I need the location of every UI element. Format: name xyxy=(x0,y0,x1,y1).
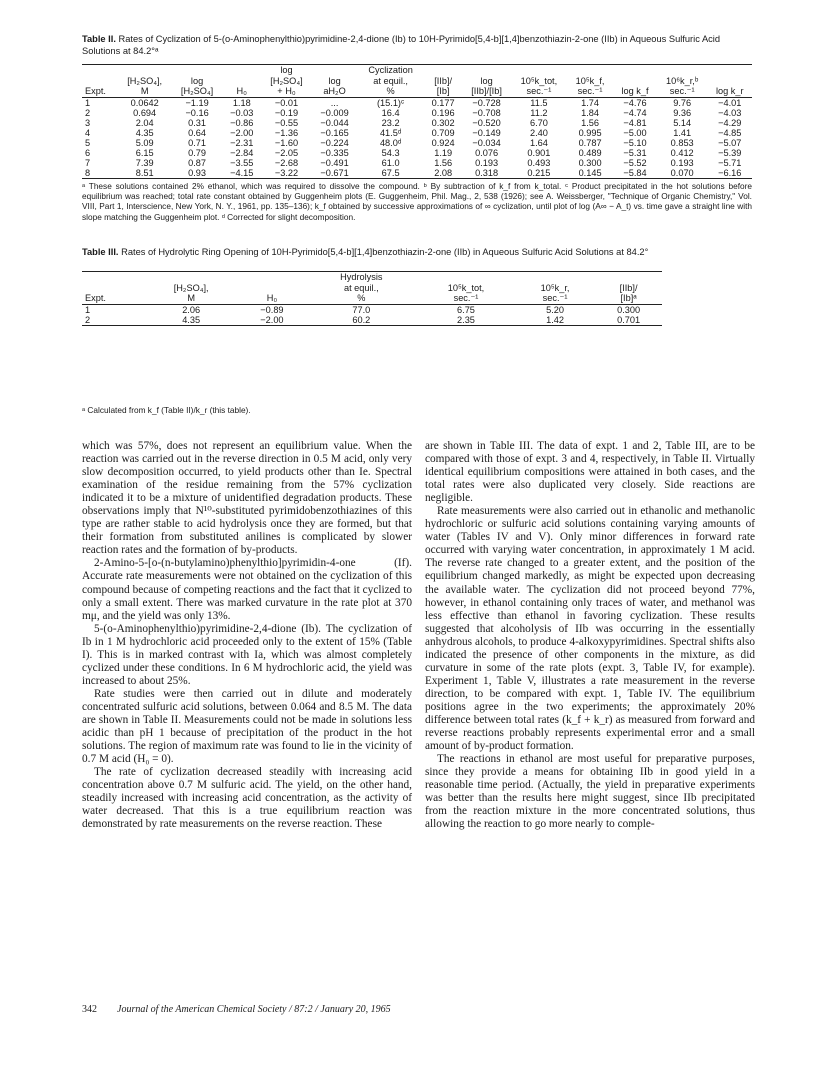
table-cell: 0.701 xyxy=(617,314,641,325)
table-cell: −2.68 xyxy=(274,158,299,169)
header-line: 10⁶k_r,ᵇ xyxy=(666,75,699,86)
table-row xyxy=(82,118,752,128)
table-cell: 48.0ᵈ xyxy=(379,137,402,148)
table2-header xyxy=(82,65,752,98)
header-line: at equil., xyxy=(343,282,379,293)
table-row xyxy=(82,304,662,315)
table-cell: 1.19 xyxy=(434,147,453,158)
table-cell: 5.20 xyxy=(546,304,564,315)
table-cell: 54.3 xyxy=(381,147,400,158)
table-cell: −3.22 xyxy=(274,168,299,179)
table-cell: 0.215 xyxy=(527,168,551,179)
header-line: 10⁵k_tot, xyxy=(520,75,558,86)
journal-citation: Journal of the American Chemical Society / 87:2 / January 20, 1965 xyxy=(117,1004,391,1015)
table-cell: 0.709 xyxy=(431,127,455,138)
header-line: [IIb]/[Ib] xyxy=(471,86,502,96)
table-cell: 0.901 xyxy=(527,147,551,158)
table-cell: −0.19 xyxy=(274,107,299,118)
header-line: log xyxy=(328,75,341,86)
table-cell: ... xyxy=(330,97,339,108)
table-cell: 5.14 xyxy=(673,117,692,128)
table-cell: 4.35 xyxy=(135,127,154,138)
table-cell: 2.40 xyxy=(529,127,548,138)
table2-column-header xyxy=(222,65,261,98)
header-line: [Ib] xyxy=(436,86,450,96)
table-cell: 7.39 xyxy=(135,158,154,169)
table-cell: 8.51 xyxy=(135,168,154,179)
header-line: 10⁵k_r, xyxy=(540,282,570,293)
table-cell: −4.01 xyxy=(718,97,742,108)
table-cell: −5.07 xyxy=(718,137,742,148)
table-cell: −6.16 xyxy=(718,168,742,179)
table-cell: 5.09 xyxy=(135,137,154,148)
table-cell: −0.03 xyxy=(230,107,254,118)
table-cell: 7 xyxy=(85,158,91,169)
table-cell: 9.36 xyxy=(673,107,692,118)
table-cell: 60.2 xyxy=(352,314,371,325)
table-cell: 1.56 xyxy=(434,158,453,169)
table-cell: 4 xyxy=(85,127,91,138)
header-line: 10⁵k_f, xyxy=(575,75,605,86)
header-line: log k_f xyxy=(621,86,649,96)
header-line: sec.⁻¹ xyxy=(542,293,568,303)
table-cell: 2 xyxy=(85,107,91,118)
table-cell: 1.64 xyxy=(529,137,548,148)
header-line: [H₂SO₄] xyxy=(180,86,214,96)
table-cell: 0.694 xyxy=(133,107,157,118)
table2-column-header xyxy=(357,65,424,98)
table-cell: 0.300 xyxy=(578,158,602,169)
table-row xyxy=(82,128,752,138)
header-line: H₀ xyxy=(266,293,278,303)
table-cell: 0.995 xyxy=(578,127,602,138)
header-line: [IIb]/ xyxy=(434,75,453,86)
header-line: H₀ xyxy=(236,86,247,96)
table-cell: 41.5ᵈ xyxy=(379,127,402,138)
table-cell: 9.76 xyxy=(673,97,692,108)
table3-header-row xyxy=(82,272,662,305)
table-row xyxy=(82,158,752,168)
header-line: sec.⁻¹ xyxy=(577,86,603,96)
table-cell: −0.01 xyxy=(274,97,299,108)
paragraph: 2-Amino-5-[o-(n-butylamino)phenylthio]pyrimidin-4-one (If). Accurate rate measurements were not obtained on the cyclization of this compound because of competing reactions and the fact that it cyclized to only a small extent. There was marked curvature in the rate plot at 370 mμ, and the yield was only 13%. xyxy=(82,557,412,622)
table-cell: −5.52 xyxy=(623,158,647,169)
table-cell: 0.924 xyxy=(431,137,455,148)
table-cell: 23.2 xyxy=(381,117,400,128)
table-cell: −0.335 xyxy=(320,147,349,158)
table-cell: −0.671 xyxy=(320,168,349,179)
table-cell: 0.64 xyxy=(188,127,206,138)
table2-column-header xyxy=(261,65,312,98)
table-cell: −4.85 xyxy=(718,127,742,138)
table-cell: −0.224 xyxy=(320,137,349,148)
header-line: Expt. xyxy=(85,86,106,96)
paragraph: Rate studies were then carried out in dilute and moderately concentrated sulfuric acid solutions, between 0.064 and 8.5 M. The data are shown in Table II. Measurements could not be made in solutions less acidic than pH 1 because of precipitation of the product in the hot solutions. The region of maximum rate was found to lie in the vicinity of 0.7 M acid (H₀ = 0). xyxy=(82,687,412,766)
header-line: + H₀ xyxy=(277,86,296,96)
table2 xyxy=(82,64,752,179)
paragraph: The reactions in ethanol are most useful for preparative purposes, since they provide a means for obtaining IIb in good yield in a reasonable time period. (Actually, the yield in preparative experiments was better than the results here might suggest, since IIb precipitated from the reaction mixture in the more concentrated solutions, thus allowing the reaction to go more nearly to comple- xyxy=(425,753,755,831)
table-cell: −5.00 xyxy=(623,127,647,138)
table2-column-header xyxy=(312,65,357,98)
page-number: 342 xyxy=(82,1004,97,1015)
table-cell: −4.15 xyxy=(230,168,254,179)
header-line: Cyclization xyxy=(368,65,413,75)
table-cell: 11.5 xyxy=(530,97,548,108)
table-cell: −0.491 xyxy=(320,158,349,169)
table-cell: −0.009 xyxy=(320,107,349,118)
table-cell: −4.76 xyxy=(623,97,647,108)
header-line: % xyxy=(386,86,395,96)
left-column xyxy=(82,440,412,831)
table2-column-header xyxy=(511,65,567,98)
table-cell: 2 xyxy=(85,314,91,325)
table-row xyxy=(82,168,752,179)
header-line: Expt. xyxy=(85,293,106,303)
header-line: [H₂SO₄], xyxy=(173,282,209,293)
table-cell: 0.177 xyxy=(431,97,455,108)
header-line: sec.⁻¹ xyxy=(526,86,552,96)
table-cell: 8 xyxy=(85,168,91,179)
table3-caption xyxy=(82,247,748,259)
table-cell: −2.31 xyxy=(230,137,254,148)
table2-column-header xyxy=(172,65,223,98)
table-cell: −0.55 xyxy=(274,117,299,128)
table-cell: 61.0 xyxy=(381,158,400,169)
table-cell: 1.18 xyxy=(232,97,251,108)
table-cell: 2.08 xyxy=(434,168,453,179)
table3-column-header xyxy=(515,272,595,305)
table-cell: 5 xyxy=(85,137,91,148)
header-line: [IIb]/ xyxy=(619,282,638,293)
table-cell: −1.60 xyxy=(274,137,299,148)
table-row xyxy=(82,315,662,326)
table2-column-header xyxy=(82,65,118,98)
table-cell: 0.31 xyxy=(188,117,206,128)
table-cell: 2.06 xyxy=(182,304,201,315)
table-cell: 11.2 xyxy=(530,107,548,118)
table3-column-header xyxy=(82,272,144,305)
table-cell: −0.149 xyxy=(472,127,501,138)
table-cell: −2.00 xyxy=(230,127,254,138)
header-line: Hydrolysis xyxy=(340,272,383,282)
table-cell: −2.05 xyxy=(274,147,299,158)
paragraph: 5-(o-Aminophenylthio)pyrimidine-2,4-dione (Ib). The cyclization of Ib in 1 M hydrochloric acid proceeded only to the extent of 15% (Table I). This is in marked contrast with Ia, which was almost completely cyclized under these conditions. In 6 M hydrochloric acid, the yield was increased to about 25%. xyxy=(82,622,412,687)
table-cell: 0.489 xyxy=(578,147,602,158)
table-cell: −2.00 xyxy=(260,314,284,325)
table-cell: 6 xyxy=(85,147,91,158)
paragraph: are shown in Table III. The data of expt. 1 and 2, Table III, are to be compared with those of expt. 3 and 4, respectively, in Table II. Virtually identical equilibrium compositions were attained in both cases, and the total rates were also duplicated very closely. Side reactions are negligible. xyxy=(425,440,755,505)
table-cell: −5.31 xyxy=(623,147,647,158)
table2-column-header xyxy=(462,65,510,98)
table-cell: 1.74 xyxy=(581,97,599,108)
header-line: [Ib]ᵃ xyxy=(620,293,637,303)
paragraph: which was 57%, does not represent an equilibrium value. When the reaction was carried out in the reverse direction in 0.5 M acid, only very slow decomposition occurred, to yield products other than Ie. Spectral examination of the residue remaining from the 57% cyclization indicated it to be a mixture of unidentified degradation products. These observations imply that N¹⁰-substituted pyrimidobenzothiazines of this type are rather stable to acid hydrolysis once they are formed, but that their formation from substituted anilines is complicated by slower reaction rates and the formation of by-products. xyxy=(82,440,412,557)
table-cell: −3.55 xyxy=(230,158,254,169)
table-row xyxy=(82,97,752,108)
table-cell: 1.42 xyxy=(546,314,564,325)
header-line: [H₂SO₄], xyxy=(127,75,163,86)
table-cell: 0.787 xyxy=(578,137,602,148)
table-cell: 0.300 xyxy=(617,304,641,315)
table-cell: −0.034 xyxy=(472,137,501,148)
table-cell: −5.84 xyxy=(623,168,647,179)
table-cell: 0.412 xyxy=(670,147,694,158)
table-cell: 1.41 xyxy=(673,127,692,138)
table3-column-header xyxy=(144,272,238,305)
table-cell: −0.89 xyxy=(260,304,284,315)
header-line: log xyxy=(480,75,493,86)
table-cell: −0.044 xyxy=(320,117,349,128)
table-cell: −0.165 xyxy=(320,127,349,138)
table-cell: 2.35 xyxy=(457,314,475,325)
header-line: log xyxy=(190,75,204,86)
table-cell: 0.853 xyxy=(670,137,694,148)
table-cell: 0.87 xyxy=(188,158,206,169)
table3-column-header xyxy=(417,272,515,305)
table-cell: 0.318 xyxy=(475,168,499,179)
header-line: sec.⁻¹ xyxy=(669,86,695,96)
table2-column-header xyxy=(118,65,172,98)
table-cell: 2.04 xyxy=(135,117,154,128)
table-row xyxy=(82,108,752,118)
table-cell: 0.71 xyxy=(188,137,206,148)
table-cell: 0.0642 xyxy=(130,97,159,108)
table-row xyxy=(82,148,752,158)
table-cell: 4.35 xyxy=(182,314,201,325)
table-cell: 6.15 xyxy=(135,147,154,158)
table-cell: −0.708 xyxy=(472,107,501,118)
table-cell: −4.74 xyxy=(623,107,647,118)
table3-column-header xyxy=(306,272,417,305)
table-cell: −1.19 xyxy=(185,97,209,108)
table-cell: 0.302 xyxy=(431,117,455,128)
header-line: 10⁵k_tot, xyxy=(447,282,485,293)
table-cell: 0.196 xyxy=(431,107,455,118)
table-cell: −4.03 xyxy=(718,107,742,118)
table3-column-header xyxy=(595,272,662,305)
table2-column-header xyxy=(613,65,657,98)
table-cell: 0.076 xyxy=(475,147,499,158)
header-line: % xyxy=(357,293,366,303)
table2-column-header xyxy=(708,65,753,98)
table-cell: 1 xyxy=(85,304,91,315)
header-line: log xyxy=(280,65,293,75)
right-column xyxy=(425,440,755,831)
header-line: [H₂SO₄] xyxy=(270,75,303,86)
table-cell: −0.520 xyxy=(472,117,501,128)
table-cell: 6.70 xyxy=(529,117,548,128)
table-cell: 0.145 xyxy=(578,168,602,179)
table-cell: −5.39 xyxy=(718,147,742,158)
table2-header-row xyxy=(82,65,752,98)
table-cell: −4.81 xyxy=(623,117,647,128)
table-cell: −1.36 xyxy=(274,127,299,138)
table-cell: 1.56 xyxy=(581,117,599,128)
table-cell: 77.0 xyxy=(352,304,371,315)
table-cell: 16.4 xyxy=(381,107,400,118)
page-footer xyxy=(82,1004,391,1015)
table-cell: 0.070 xyxy=(670,168,694,179)
table3-label: Table III. xyxy=(82,247,119,257)
table3-caption-text: Rates of Hydrolytic Ring Opening of 10H-Pyrimido[5,4-b][1,4]benzothiazin-2-one (IIb) in Aqueous Sulfuric Acid Solutions at 84.2° xyxy=(121,247,649,257)
table-cell: 0.493 xyxy=(527,158,551,169)
table2-label: Table II. xyxy=(82,34,116,44)
table-cell: −2.84 xyxy=(230,147,254,158)
table2-footnote: ᵃ These solutions contained 2% ethanol, which was required to dissolve the compound. ᵇ By subtraction of k_f from k_total. ᶜ Product precipitated in the hot solutions before equilibrium was reached; total rate constant obtained by Guggenheim plots (E. Guggenheim, Phil. Mag., 2, 538 (1926); see A. Weissberger, "Technique of Organic Chemistry," Vol. VIII, Part 1, Interscience, New York, N. Y., 1961, pp. 135–136); k_f obtained by successive approximations of ∞ cyclization, until plot of log (A∞ − A_t) vs. time gave a straight line with slope matching the Guggenheim plot. ᵈ Corrected for slight decomposition. xyxy=(82,181,752,222)
table-cell: −0.86 xyxy=(230,117,254,128)
paragraph: The rate of cyclization decreased steadily with increasing acid concentration above 0.7 M sulfuric acid. The yield, on the other hand, steadily increased with increasing acid concentration, as the activity of water decreased. That this is a true equilibrium reaction was demonstrated by rate measurements on the reverse reaction. These xyxy=(82,766,412,831)
table2-column-header xyxy=(424,65,462,98)
table-cell: −5.10 xyxy=(623,137,647,148)
header-line: log k_r xyxy=(715,86,744,96)
header-line: sec.⁻¹ xyxy=(453,293,479,303)
table-cell: −0.16 xyxy=(185,107,209,118)
table-cell: −5.71 xyxy=(718,158,742,169)
table2-column-header xyxy=(657,65,708,98)
header-line: M xyxy=(187,293,195,303)
table3-body xyxy=(82,304,662,325)
table-cell: 1 xyxy=(85,97,91,108)
table2-body xyxy=(82,97,752,179)
table-cell: 67.5 xyxy=(381,168,400,179)
table-row xyxy=(82,138,752,148)
header-line: aH₂O xyxy=(323,86,346,96)
table-cell: 1.84 xyxy=(581,107,599,118)
table-cell: 0.193 xyxy=(475,158,499,169)
table3 xyxy=(82,271,662,326)
table-cell: 3 xyxy=(85,117,91,128)
table2-caption xyxy=(82,34,748,57)
table-cell: (15.1)ᶜ xyxy=(376,97,405,108)
header-line: at equil., xyxy=(373,75,408,86)
paragraph: Rate measurements were also carried out in ethanolic and methanolic hydrochloric or sulfuric acid solutions containing varying amounts of water (Tables IV and V). Only minor differences in forward rate occurred with varying water concentration, in approximately 1 M acid. The reverse rate changed to a greater extent, and the position of the equilibrium changed markedly, as might be expected upon decreasing the available water. The cyclization did not proceed beyond 77%, however, in ethanol containing only traces of water, and methanol was less effective than ethanol in favoring cyclization. These results suggested that alcoholysis of IIb was occurring in the essentially anhydrous alcohols, to produce 4-alkoxypyrimidines. Spectral shifts also indicated the presence of other components in the mixture, as did curvature in some of the rate plots (expt. 3, Table IV, for example). Experiment 1, Table V, illustrates a rate measurement in the reverse direction, to be compared with expt. 1, Table IV. The equilibrium positions agree in the two experiments; the approximately 20% difference between total rates (k_f + k_r) as measured from forward and reverse reactions probably represents experimental error and a small amount of by-product formation. xyxy=(425,505,755,753)
table-cell: 0.79 xyxy=(188,147,206,158)
table-cell: 0.193 xyxy=(670,158,694,169)
table2-caption-text: Rates of Cyclization of 5-(o-Aminophenylthio)pyrimidine-2,4-dione (Ib) to 10H-Pyrimido[5,4-b][1,4]benzothiazin-2-one (IIb) in Aqueous Sulfuric Acid Solutions at 84.2°ᵃ xyxy=(82,34,721,56)
table-cell: −4.29 xyxy=(718,117,742,128)
table-cell: 0.93 xyxy=(188,168,206,179)
table3-column-header xyxy=(238,272,305,305)
table3-footnote: ᵃ Calculated from k_f (Table II)/k_r (this table). xyxy=(82,405,251,415)
table3-header xyxy=(82,272,662,305)
table-cell: 6.75 xyxy=(457,304,475,315)
table-cell: −0.728 xyxy=(472,97,501,108)
table2-column-header xyxy=(567,65,613,98)
header-line: M xyxy=(140,86,149,96)
